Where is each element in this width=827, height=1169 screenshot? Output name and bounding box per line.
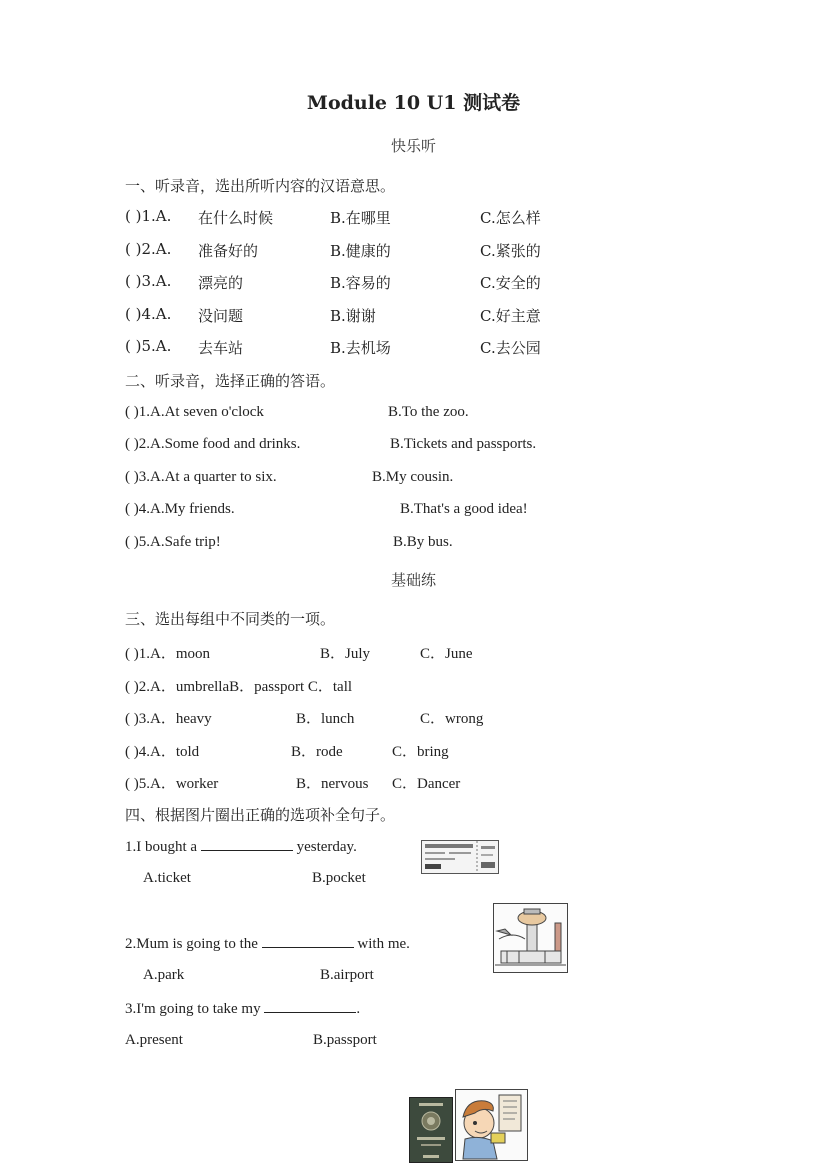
s4-q2-option-b[interactable]: B.airport [320,967,374,983]
s1-q2-c: C.紧张的 [480,242,541,260]
s1-q5-c: C.去公园 [480,339,541,357]
s4-q3-sentence [125,999,360,1018]
s1-q2-a: 准备好的 [198,242,259,260]
s3-q3-b: B．lunch [296,711,355,727]
s3-q1-a: ( )1.A．moon [125,646,210,662]
s2-q4-a: ( )4.A.My friends. [125,501,235,517]
s2-q3-b: B.My cousin. [372,469,454,485]
section3-heading: 三、选出每组中不同类的一项。 [125,610,336,628]
s4-q2-post: with me. [357,936,410,952]
s4-q3-option-b[interactable]: B.passport [313,1032,377,1048]
s2-q2-a: ( )2.A.Some food and drinks. [125,436,301,452]
s1-q3-c: C.安全的 [480,274,541,292]
s4-q1-option-a[interactable]: A.ticket [143,870,191,886]
s1-q2-num: ( )2.A. [125,240,172,258]
s4-q1-sentence [125,837,357,856]
s1-q2-b: B.健康的 [330,242,391,260]
s2-q4-b: B.That's a good idea! [400,501,528,517]
s2-q5-a: ( )5.A.Safe trip! [125,534,221,550]
s4-q1-post: yesterday. [296,839,357,855]
s1-q3-a: 漂亮的 [198,274,244,292]
section4-heading: 四、根据图片圈出正确的选项补全句子。 [125,806,396,824]
s1-q4-c: C.好主意 [480,307,541,325]
airport-picture [493,903,568,973]
s1-q1-c: C.怎么样 [480,209,541,227]
s4-q1-blank[interactable] [201,837,293,851]
s4-q3-option-a[interactable]: A.present [125,1032,183,1048]
s4-q3-blank[interactable] [264,999,356,1013]
s1-q4-num: ( )4.A. [125,305,172,323]
section1-heading: 一、听录音，选出所听内容的汉语意思。 [125,177,396,195]
s4-q1-pre: 1.I bought a [125,839,198,855]
s4-q2-pre: 2.Mum is going to the [125,936,258,952]
s3-q1-b: B．July [320,646,371,662]
page-title: Module 10 U1 测试卷 [306,92,521,114]
s1-q5-b: B.去机场 [330,339,391,357]
s4-q1-option-b[interactable]: B.pocket [312,870,366,886]
s3-q1-c: C．June [420,646,473,662]
s2-q1-a: ( )1.A.At seven o'clock [125,404,264,420]
s1-q4-b: B.谢谢 [330,307,376,325]
s3-q4-b: B．rode [291,744,343,760]
s3-q3-a: ( )3.A．heavy [125,711,212,727]
section2-heading: 二、听录音，选择正确的答语。 [125,372,336,390]
s3-q4-c: C．bring [392,744,449,760]
passport-picture [409,1097,453,1163]
s2-q3-a: ( )3.A.At a quarter to six. [125,469,277,485]
s1-q1-b: B.在哪里 [330,209,391,227]
s4-q3-pre: 3.I'm going to take my [125,1001,261,1017]
part-heading-listen: 快乐听 [390,137,436,155]
s4-q2-sentence [125,934,410,953]
ticket-picture [421,840,499,874]
s2-q5-b: B.By bus. [393,534,453,550]
s3-q4-a: ( )4.A．told [125,744,200,760]
s3-q5-a: ( )5.A．worker [125,776,219,792]
s3-q3-c: C．wrong [420,711,484,727]
present-picture [455,1089,528,1161]
s4-q2-blank[interactable] [262,934,354,948]
s1-q1-num: ( )1.A. [125,207,172,225]
s1-q5-num: ( )5.A. [125,337,172,355]
s1-q4-a: 没问题 [198,307,244,325]
s1-q5-a: 去车站 [198,339,244,357]
s4-q3-post: . [356,1001,361,1017]
part-heading-basic: 基础练 [390,571,436,589]
s3-q5-b: B．nervous [296,776,369,792]
s2-q1-b: B.To the zoo. [388,404,469,420]
s1-q1-a: 在什么时候 [198,209,274,227]
s4-q2-option-a[interactable]: A.park [143,967,185,983]
s2-q2-b: B.Tickets and passports. [390,436,537,452]
s3-q5-c: C．Dancer [392,776,461,792]
s1-q3-b: B.容易的 [330,274,391,292]
s3-q2-a: ( )2.A．umbrellaB．passport C．tall [125,679,353,695]
s1-q3-num: ( )3.A. [125,272,172,290]
